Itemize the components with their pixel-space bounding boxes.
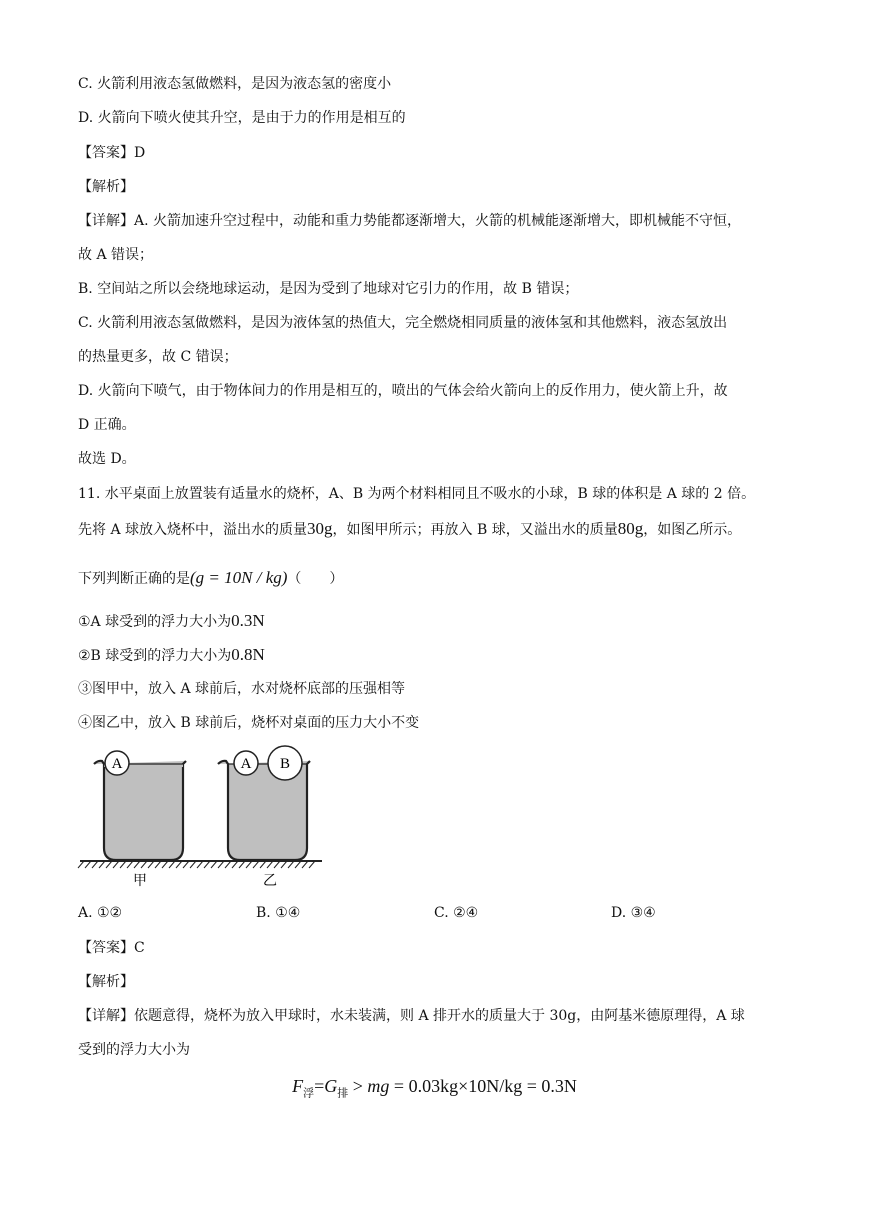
q10-option-c: C. 火箭利用液态氢做燃料，是因为液态氢的密度小 [78, 76, 392, 92]
hatch-line [120, 861, 126, 868]
hatch-line [78, 861, 84, 868]
detail-b: B. 空间站之所以会绕地球运动，是因为受到了地球对它引力的作用，故 B 错误； [78, 281, 579, 297]
option-a: A. ①② [78, 905, 123, 921]
ball-b-label: B [279, 756, 291, 772]
hatch-line [85, 861, 91, 868]
label-yi: 乙 [263, 873, 277, 889]
hatch-line [190, 861, 196, 868]
hatch-line [274, 861, 280, 868]
label-jia: 甲 [133, 873, 147, 889]
hatch-line [155, 861, 161, 868]
detail-a-cont: 故 A 错误； [78, 247, 154, 263]
detail-c-cont: 的热量更多，故 C 错误； [78, 349, 238, 365]
hatch-line [169, 861, 175, 868]
hatch-line [309, 861, 315, 868]
hatch-line [148, 861, 154, 868]
hatch-line [267, 861, 273, 868]
hatch-line [232, 861, 238, 868]
analysis-label-1: 【解析】 [78, 179, 134, 195]
question-11-line3: 下列判断正确的是(g = 10N / kg)（ ） [78, 568, 344, 587]
option-d: D. ③④ [611, 905, 656, 921]
statement-2: ②B 球受到的浮力大小为0.8N [78, 645, 265, 664]
option-c: C. ②④ [434, 905, 479, 921]
statement-3: ③图甲中，放入 A 球前后，水对烧杯底部的压强相等 [78, 681, 406, 697]
hatch-line [295, 861, 301, 868]
hatch-line [141, 861, 147, 868]
ball-a-label-jia: A [111, 756, 123, 772]
hatch-line [204, 861, 210, 868]
hatch-line [197, 861, 203, 868]
question-11-line2: 先将 A 球放入烧杯中，溢出水的质量30g，如图甲所示；再放入 B 球，又溢出水的质量80g，如图乙所示。 [78, 519, 742, 538]
beaker-figure [76, 744, 326, 889]
hatch-line [239, 861, 245, 868]
hatch-line [218, 861, 224, 868]
hatch-line [225, 861, 231, 868]
hatch-line [211, 861, 217, 868]
detail-d: D. 火箭向下喷气，由于物体间力的作用是相互的，喷出的气体会给火箭向上的反作用力，使火箭上升，故 [78, 383, 728, 399]
hatch-line [253, 861, 259, 868]
hatch-line [183, 861, 189, 868]
hatch-line [260, 861, 266, 868]
detail-a: 【详解】A. 火箭加速升空过程中，动能和重力势能都逐渐增大，火箭的机械能逐渐增大，即机械能不守恒， [78, 213, 742, 229]
buoyancy-formula: $F_浮=G_排$ > mg = 0.03kg×10N/kg = 0.3N [292, 1076, 577, 1100]
hatch-line [302, 861, 308, 868]
detail2-line1: 【详解】依题意得，烧杯为放入甲球时，水未装满，则 A 排开水的质量大于 30g，由阿基米德原理得，A 球 [78, 1008, 745, 1024]
answer-label-2: 【答案】C [78, 940, 145, 956]
hatch-line [281, 861, 287, 868]
hatch-line [176, 861, 182, 868]
choose-answer-1: 故选 D。 [78, 451, 136, 467]
hatch-line [99, 861, 105, 868]
answer-label-1: 【答案】D [78, 145, 146, 161]
hatch-line [246, 861, 252, 868]
question-11-line1: 11. 水平桌面上放置装有适量水的烧杯，A、B 为两个材料相同且不吸水的小球，B 球的体积是 A 球的 2 倍。 [78, 486, 756, 502]
hatch-line [113, 861, 119, 868]
detail-c: C. 火箭利用液态氢做燃料，是因为液体氢的热值大，完全燃烧相同质量的液体氢和其他燃料，液态氢放出 [78, 315, 728, 331]
statement-1: ①A 球受到的浮力大小为0.3N [78, 611, 265, 630]
detail-d-cont: D 正确。 [78, 417, 136, 433]
statement-4: ④图乙中，放入 B 球前后，烧杯对桌面的压力大小不变 [78, 715, 420, 731]
hatch-line [127, 861, 133, 868]
hatch-line [106, 861, 112, 868]
detail2-line2: 受到的浮力大小为 [78, 1042, 190, 1058]
hatch-line [288, 861, 294, 868]
option-b: B. ①④ [256, 905, 301, 921]
beaker-jia [94, 761, 186, 860]
hatch-line [134, 861, 140, 868]
q10-option-d: D. 火箭向下喷火使其升空，是由于力的作用是相互的 [78, 110, 406, 126]
hatch-line [92, 861, 98, 868]
ball-a-label-yi: A [240, 756, 252, 772]
hatch-line [162, 861, 168, 868]
analysis-label-2: 【解析】 [78, 974, 134, 990]
